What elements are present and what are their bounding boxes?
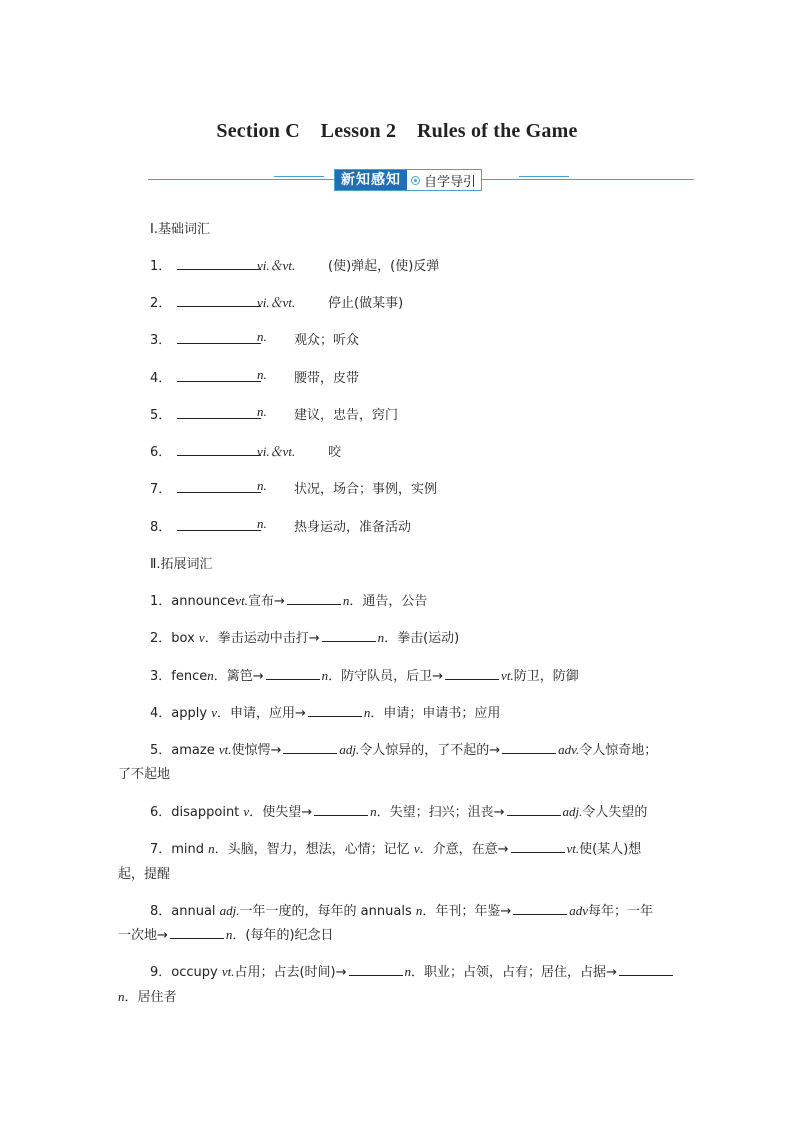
extension-item: 2．box v．拳击运动中击打→ n．拳击(运动)	[150, 630, 460, 646]
extension-item: 1．announcevt.宣布→ n．通告，公告	[150, 593, 428, 609]
answer-blank[interactable]	[322, 629, 376, 642]
vocab-meaning: 停止(做某事)	[328, 296, 404, 311]
extension-item: 7．mind n．头脑，智力，想法，心情；记忆 v．介意，在意→ vt.使(某人)想	[150, 841, 642, 857]
vocab-item: 3．	[150, 329, 261, 348]
vocab-item: 7．	[150, 478, 261, 497]
vocab-meaning: 热身运动，准备活动	[294, 520, 412, 535]
vocab-meaning: 腰带，皮带	[294, 371, 360, 386]
answer-blank[interactable]	[177, 518, 261, 531]
section-banner	[148, 167, 694, 191]
extension-item-continuation: 了不起地	[118, 767, 171, 782]
extension-item: 8．annual adj.一年一度的，每年的 annuals n．年刊；年鉴→ adv每年；一年	[150, 903, 654, 919]
answer-blank[interactable]	[507, 803, 561, 816]
vocab-item: 2．	[150, 292, 261, 311]
answer-blank[interactable]	[177, 406, 261, 419]
banner-line-left	[274, 176, 324, 177]
answer-blank[interactable]	[177, 443, 261, 456]
extension-item: 4．apply v．申请，应用→ n．申请；申请书；应用	[150, 705, 501, 721]
extension-item-continuation: n．居住者	[118, 989, 177, 1005]
vocab-pos: n.	[257, 329, 267, 344]
extension-item-continuation: 起，提醒	[118, 867, 171, 882]
vocab-pos: n.	[257, 478, 267, 493]
vocab-meaning: 咬	[328, 445, 342, 460]
answer-blank[interactable]	[177, 257, 261, 270]
vocab-item: 1．	[150, 255, 261, 274]
vocab-pos: n.	[257, 367, 267, 382]
vocab-meaning: 状况，场合；事例，实例	[294, 482, 438, 497]
vocab-pos: n.	[257, 516, 267, 531]
section2-heading: Ⅱ.拓展词汇	[150, 557, 213, 572]
answer-blank[interactable]	[349, 963, 403, 976]
extension-item: 3．fencen．篱笆→ n．防守队员，后卫→ vt.防卫，防御	[150, 668, 579, 684]
answer-blank[interactable]	[287, 592, 341, 605]
answer-blank[interactable]	[314, 803, 368, 816]
vocab-meaning: 建议，忠告，窍门	[294, 408, 399, 423]
vocab-meaning: 观众；听众	[294, 333, 360, 348]
vocab-item: 6．	[150, 441, 261, 460]
answer-blank[interactable]	[502, 741, 556, 754]
vocab-pos: vi.＆vt.	[257, 444, 296, 459]
extension-item: 5．amaze vt.使惊愕→ adj.令人惊异的，了不起的→ adv.令人惊奇地；	[150, 742, 658, 758]
answer-blank[interactable]	[513, 902, 567, 915]
extension-item: 9．occupy vt.占用；占去(时间)→ n．职业；占领，占有；居住，占据→	[150, 961, 675, 980]
answer-blank[interactable]	[308, 704, 362, 717]
extension-item: 6．disappoint v．使失望→ n．失望；扫兴；沮丧→ adj.令人失望的	[150, 804, 648, 820]
answer-blank[interactable]	[619, 963, 673, 976]
answer-blank[interactable]	[266, 667, 320, 680]
banner-subtitle: 自学导引	[424, 174, 477, 190]
banner-line-right	[519, 176, 569, 177]
answer-blank[interactable]	[445, 667, 499, 680]
answer-blank[interactable]	[177, 294, 261, 307]
vocab-pos: vi.＆vt.	[257, 295, 296, 310]
answer-blank[interactable]	[177, 480, 261, 493]
bullet-icon	[411, 176, 420, 185]
answer-blank[interactable]	[283, 741, 337, 754]
vocab-meaning: (使)弹起，(使)反弹	[328, 259, 440, 274]
vocab-item: 5．	[150, 404, 261, 423]
answer-blank[interactable]	[177, 331, 261, 344]
vocab-item: 8．	[150, 516, 261, 535]
page-title: Section C Lesson 2 Rules of the Game	[216, 120, 578, 142]
answer-blank[interactable]	[177, 369, 261, 382]
vocab-pos: vi.＆vt.	[257, 258, 296, 273]
banner-box	[334, 169, 482, 191]
section1-heading: Ⅰ.基础词汇	[150, 222, 210, 237]
vocab-pos: n.	[257, 404, 267, 419]
vocab-item: 4．	[150, 367, 261, 386]
extension-item-continuation: 一次地→ n．(每年的)纪念日	[118, 927, 334, 943]
banner-tag: 新知感知	[335, 170, 407, 190]
answer-blank[interactable]	[170, 926, 224, 939]
answer-blank[interactable]	[511, 840, 565, 853]
